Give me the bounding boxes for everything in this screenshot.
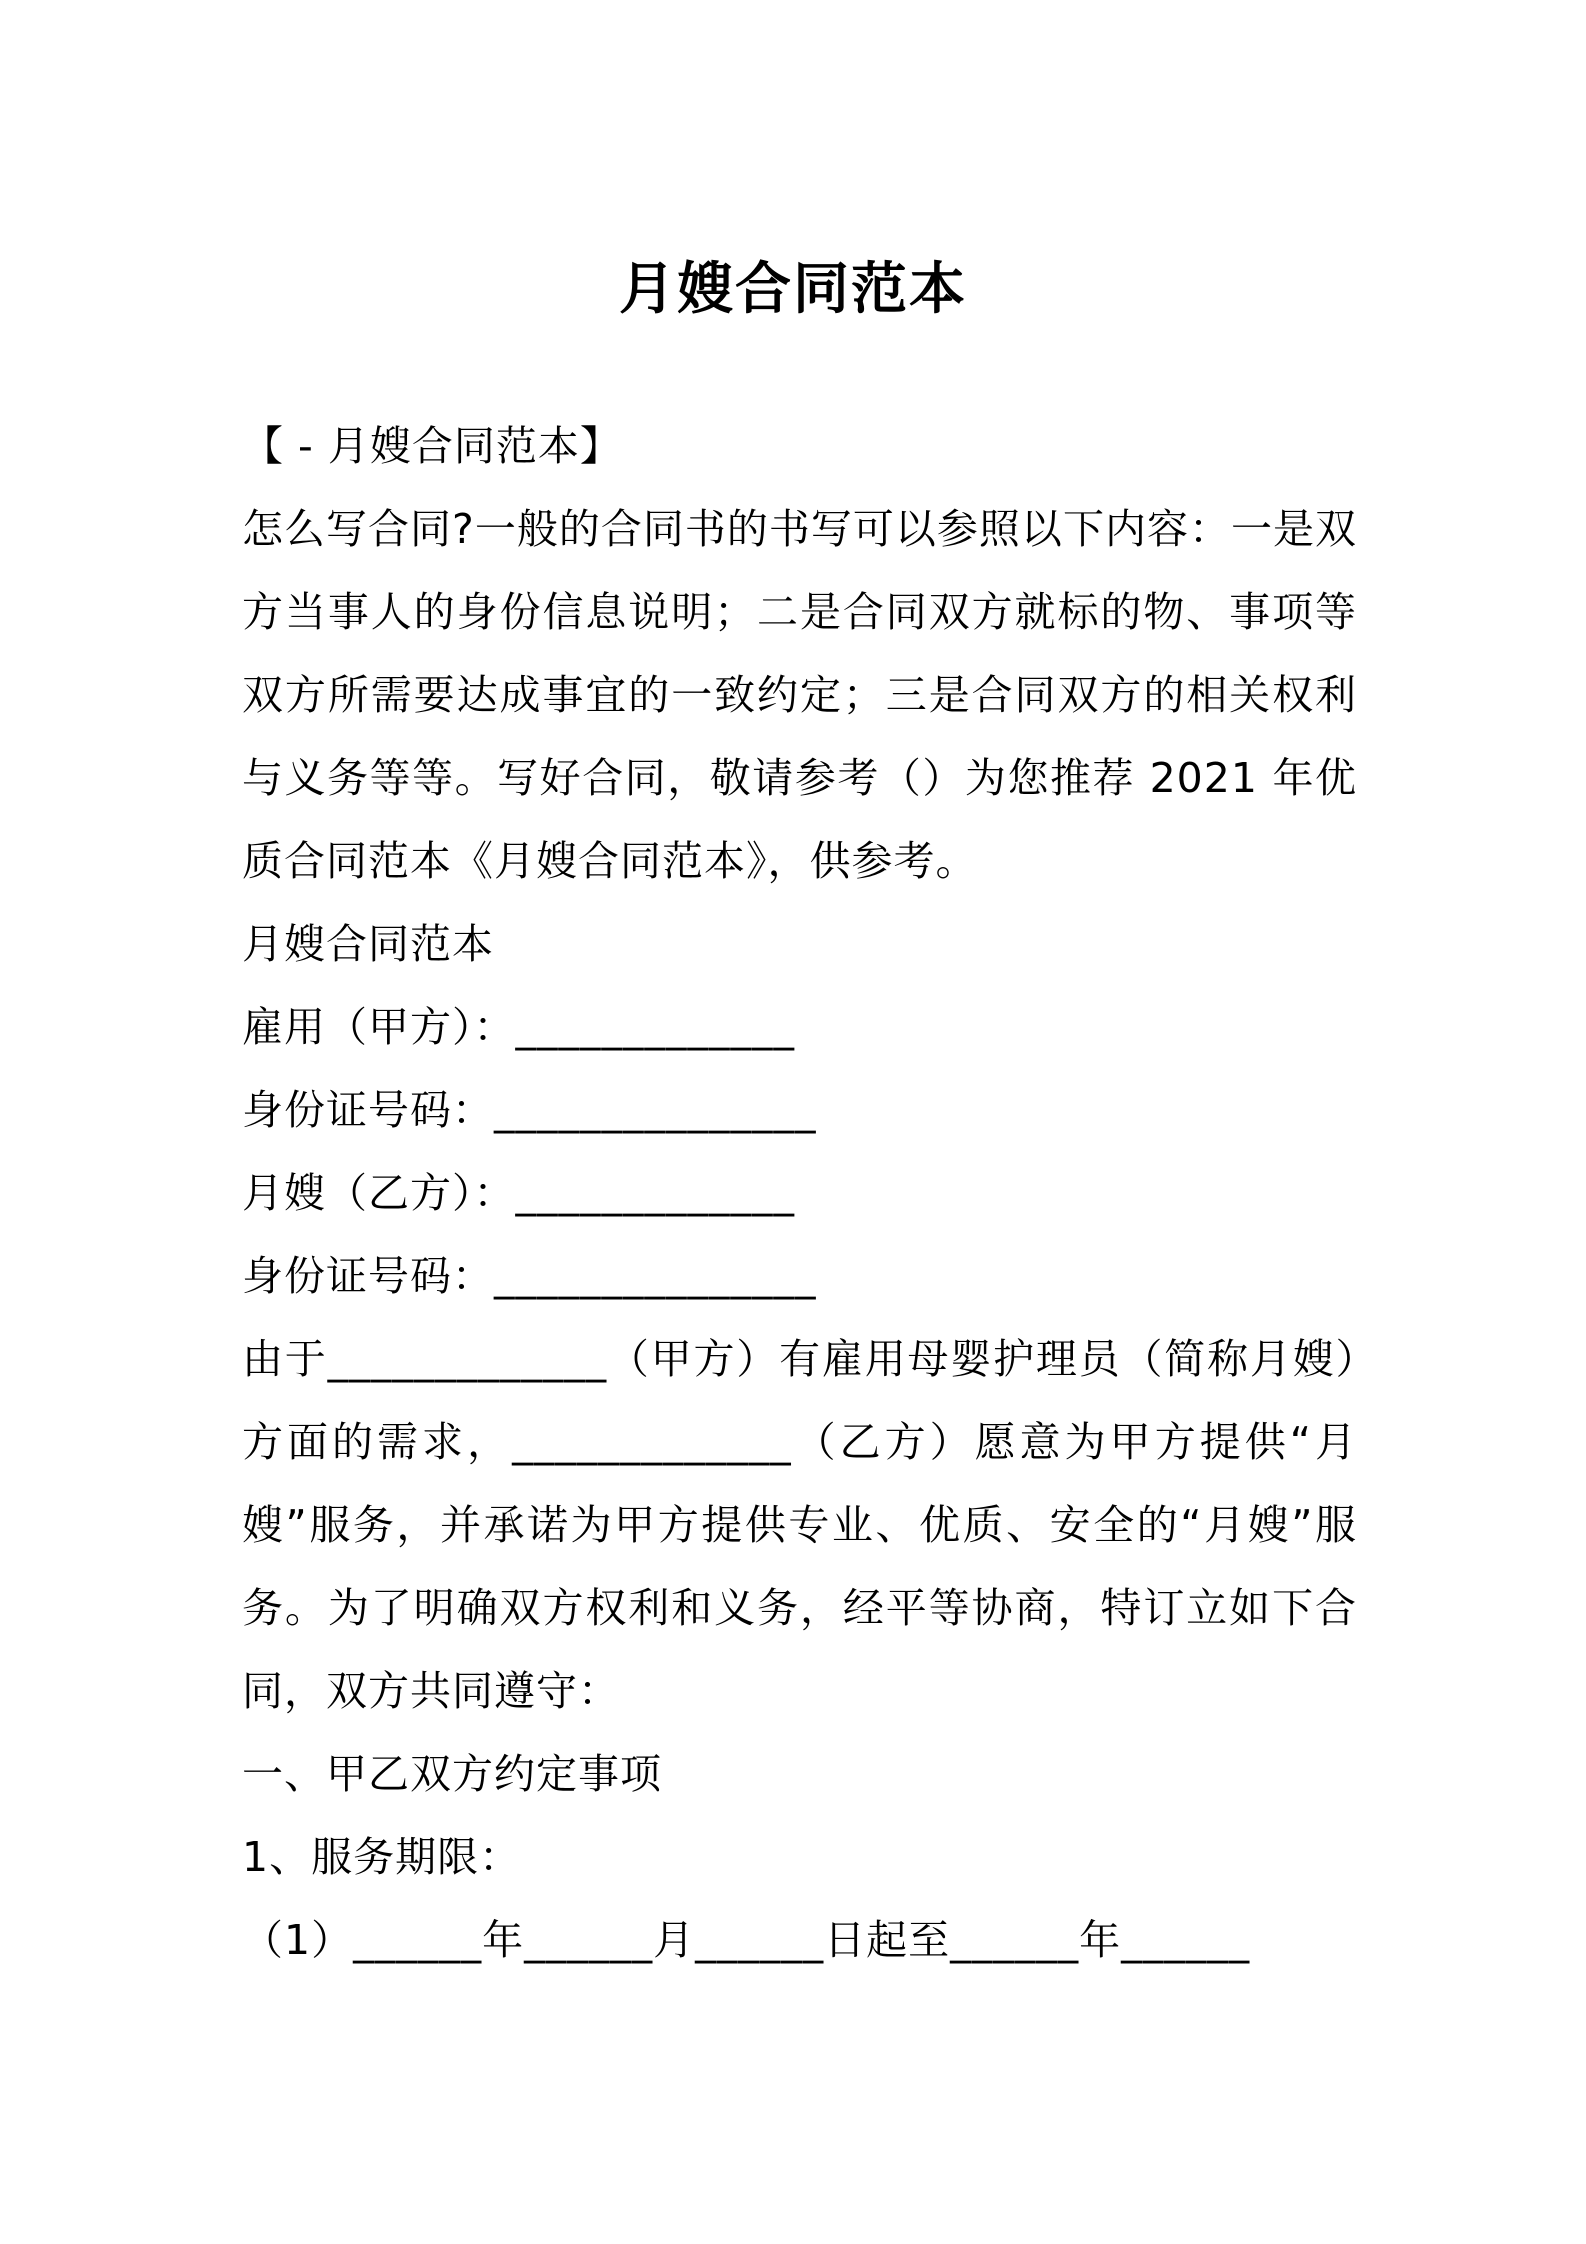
document-body: [242, 405, 1357, 1982]
nanny-id-field: 身份证号码：_______________: [242, 1252, 817, 1300]
employer-id-field: 身份证号码：_______________: [242, 1086, 817, 1134]
preamble-paragraph: 由于_____________（甲方）有雇用母婴护理员（简称月嫂）方面的需求，_____________（乙方）愿意为甲方提供“月嫂”服务，并承诺为甲方提供专业、优质、安全的“月嫂”服务。为了明确双方权利和义务，经平等协商，特订立如下合同，双方共同遵守：: [242, 1335, 1357, 1715]
intro-paragraph: 怎么写合同?一般的合同书的书写可以参照以下内容：一是双方当事人的身份信息说明；二是合同双方就标的物、事项等双方所需要达成事宜的一致约定；三是合同双方的相关权利与义务等等。写好合同，敬请参考（）为您推荐 2021 年优质合同范本《月嫂合同范本》，供参考。: [242, 505, 1357, 885]
item-service-period-1: （1）______年______月______日起至______年______: [242, 1916, 1251, 1964]
nanny-field: 月嫂（乙方）：_____________: [242, 1169, 795, 1217]
item-service-period: 1、服务期限：: [242, 1833, 522, 1881]
section-heading-1: 一、甲乙双方约定事项: [242, 1750, 662, 1798]
document-title: 月嫂合同范本: [619, 257, 967, 322]
contract-subtitle: 月嫂合同范本: [242, 920, 494, 968]
employer-field: 雇用（甲方）：_____________: [242, 1003, 795, 1051]
bracket-heading: 【 - 月嫂合同范本】: [242, 422, 622, 470]
